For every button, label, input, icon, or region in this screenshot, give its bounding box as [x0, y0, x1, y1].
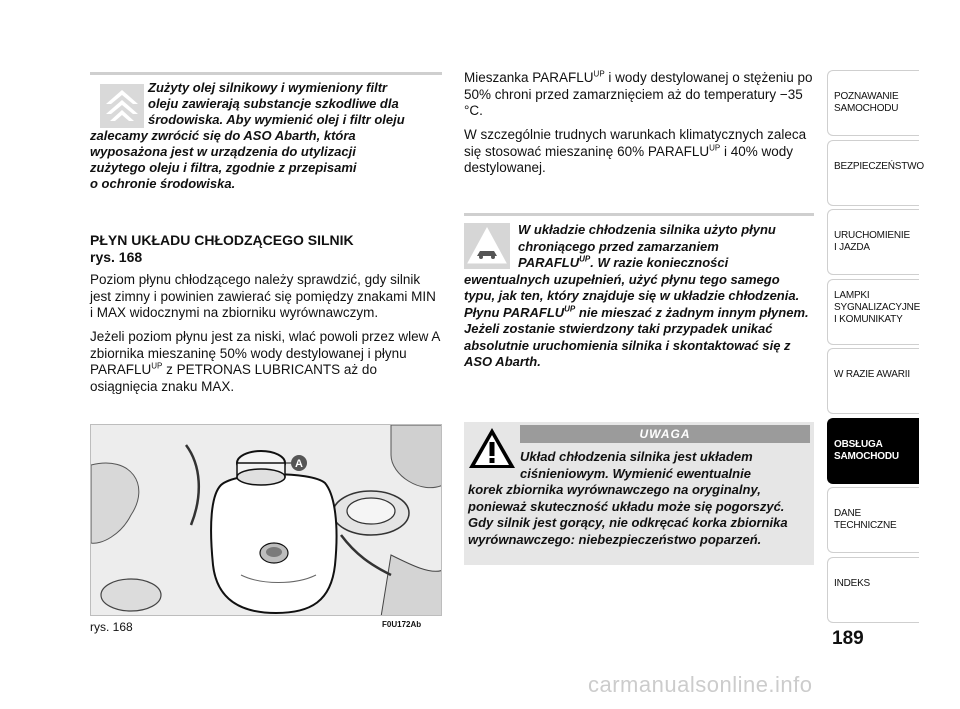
tab-lampki-sygnalizacyjne[interactable]: LAMPKI SYGNALIZACYJNE I KOMUNIKATY	[827, 279, 919, 345]
note-line: $PARAFLU^{UP}$. W razie konieczności	[518, 254, 729, 270]
env-note-line: Zużyty olej silnikowy i wymieniony filtr	[148, 80, 388, 95]
tab-uruchomienie-i-jazda[interactable]: URUCHOMIENIE I JAZDA	[827, 209, 919, 275]
note-divider	[90, 72, 442, 75]
figure-code: F0U172Ab	[382, 620, 422, 629]
environment-note	[90, 72, 442, 192]
note-line: W układzie chłodzenia silnika użyto płynu	[518, 222, 776, 237]
recycle-chevron-icon	[100, 84, 144, 128]
env-note-line: zalecamy zwrócić się do ASO Abarth, która	[90, 128, 356, 143]
paragraph-mixture: Mieszanka $PARAFLU^{UP}$ i wody destylowanej o stężeniu po 50% chroni przed zamarznięciem aż do temperatury −35 °C.	[464, 69, 813, 118]
warning-line: ciśnieniowym. Wymienić ewentualnie	[520, 465, 751, 481]
note-divider	[464, 213, 814, 216]
tab-indeks[interactable]: INDEKS	[827, 557, 919, 623]
env-note-line: oleju zawierają substancje szkodliwe dla	[148, 96, 399, 111]
page-number: 189	[832, 628, 864, 649]
engine-bay-figure	[90, 424, 442, 616]
tab-obsluga-samochodu[interactable]: OBSŁUGA SAMOCHODU	[827, 418, 919, 484]
section-title: PŁYN UKŁADU CHŁODZĄCEGO SILNIK	[90, 232, 354, 248]
env-note-line: zużytego oleju i filtra, zgodnie z przepisami	[90, 160, 357, 175]
env-note-line: o ochronie środowiska.	[90, 176, 236, 191]
paragraph-check-level: Poziom płynu chłodzącego należy sprawdzić, gdy silnik jest zimny i powinien zawierać się pomiędzy znakami MIN i MAX widocznymi na zbiorniku wyrównawczym.	[90, 272, 436, 320]
coolant-reservoir-illustration	[91, 425, 442, 616]
warning-box	[464, 422, 814, 565]
note-body: ewentualnych uzupełnień, użyć płynu tego samego typu, jak ten, który znajduje się w układzie chłodzenia. Płynu $PARAFLU^{UP}$ nie mieszać z żadnym innym płynem. Jeżeli zostanie stwierdzony taki przypadek unikać absolutnie uruchomienia silnika i skontaktować się z ASO Abarth.	[464, 271, 809, 369]
chapter-tabs	[827, 70, 924, 626]
paragraph-harsh-climate: W szczególnie trudnych warunkach klimatycznych zaleca się stosować mieszaninę 60% $PARAFLU^{UP}$ i 40% wody destylowanej.	[464, 127, 807, 175]
section-figure-ref: rys. 168	[90, 249, 143, 265]
callout-a: A	[295, 458, 303, 470]
env-note-line: wyposażona jest w urządzenia do utylizacji	[90, 144, 356, 159]
tab-w-razie-awarii[interactable]: W RAZIE AWARII	[827, 348, 919, 414]
warning-line: Układ chłodzenia silnika jest układem	[520, 449, 753, 464]
watermark: carmanualsonline.info	[588, 672, 813, 697]
paragraph-top-up: Jeżeli poziom płynu jest za niski, wlać powoli przez wlew A zbiornika mieszaninę 50% wody destylowanej i płynu $PARAFLU^{UP}$ z PETRONAS LUBRICANTS aż do osiągnięcia znaku MAX.	[90, 329, 440, 394]
tab-dane-techniczne[interactable]: DANE TECHNICZNE	[827, 487, 919, 553]
warning-title: UWAGA	[520, 425, 810, 443]
tab-bezpieczenstwo[interactable]: BEZPIECZEŃSTWO	[827, 140, 919, 206]
warning-body: korek zbiornika wyrównawczego na oryginalny, ponieważ skuteczność układu może się pogorszyć. Gdy silnik jest gorący, nie odkręcać korka zbiornika wyrównawczego: niebezpieczeństwo poparzeń.	[468, 482, 788, 547]
tab-poznawanie-samochodu[interactable]: POZNAWANIE SAMOCHODU	[827, 70, 919, 136]
coolant-note	[464, 213, 814, 371]
car-warning-icon	[464, 223, 510, 269]
figure-caption: rys. 168	[90, 620, 133, 634]
note-line: chroniącego przed zamarzaniem	[518, 238, 719, 254]
env-note-line: środowiska. Aby wymienić olej i filtr oleju	[148, 112, 405, 127]
section-heading	[90, 232, 354, 266]
